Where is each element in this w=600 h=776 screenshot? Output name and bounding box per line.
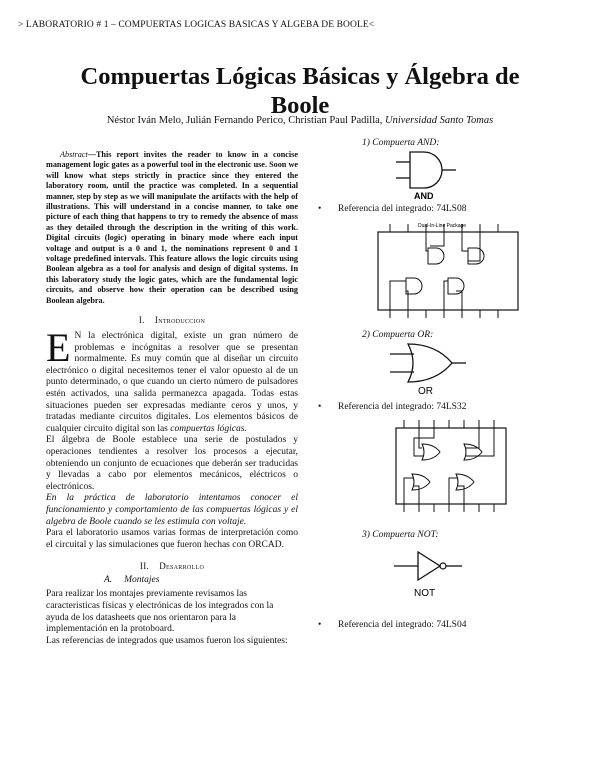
title-line-1: Compuertas Lógicas Básicas y Álgebra de [80, 63, 520, 90]
or-gate-symbol [318, 340, 568, 396]
bullet-dot: • [318, 204, 322, 214]
section-title: Introduccion [154, 315, 206, 326]
subsection-label: A. [104, 575, 113, 586]
title-line-2: Boole [270, 92, 330, 119]
chip-74ls32-diagram [318, 418, 568, 516]
intro-text-1: N la electrónica digital, existe un gran número de problemas e incógnitas a resolver que se presentan normalmente. Es muy común que al diseñar un circuito electrónico o digital necesitemos tener el valor opuesto al de un punto determinado, o que cuando un cierto número de pulsadores estén activados, una salida permanezca apagada. Todas estas situaciones pueden ser expresadas mediante ceros y unos, y tratadas mediante circuitos digitales. Los elementos básicos de cualquier circuito digital son las [46, 331, 298, 434]
or-gate-label: OR [418, 386, 433, 396]
section-heading-introduccion [46, 315, 298, 325]
figure-caption-not: 3) Compuerta NOT: [362, 530, 439, 540]
and-gate-symbol [318, 148, 568, 200]
authors: Néstor Iván Melo, Julián Fernando Perico, Christian Paul Padilla, [106, 115, 383, 126]
intro-paragraph-4: Para el laboratorio usamos varias formas de interpretación como el circuital y las simulaciones que fueron hechas con ORCAD. [46, 528, 298, 550]
montajes-paragraph-2: Las referencias de integrados que usamos fueron los siguientes: [46, 635, 288, 646]
left-column [46, 150, 298, 647]
chip-title: Dual-In-Line Package [418, 223, 467, 229]
subsection-title: Montajes [124, 575, 160, 586]
bullet-text: Referencia del integrado: 74LS08 [338, 204, 467, 214]
montajes-paragraph-1: Para realizar los montajes previamente revisamos las caracteristicas físicas y electrónicas de los integrados con la ayuda de los datasheets que nos orientaron para la implementación en la protoboard. [46, 589, 274, 635]
abstract-text: —This report invites the reader to know in a concise management logic gates as a powerful tool in the electronic use. Soon we will know what steps strictly in practice since they entered the laboratory room, until the practice was completed. In a sequential manner, step by step as we will manipulate the artifacts with the help of illustrations. This will understand in a concise manner, to take one picture of each thing that happens to try to remedy the absence of mass as they detailed through the description in the writing of this work. Digital circuits (logic) operating in binary mode where each input voltage and output is a 0 and 1, the nominations represent 0 and 1 voltage predefined intervals. This feature allows the logic circuits using Boolean algebra as a tool for analysis and design of digital systems. In this laboratory study the logic gates, which are the fundamental logic circuits, and observe how their operation can be described using Boolean algebra. [46, 150, 298, 305]
abstract-label: Abstract [60, 150, 88, 159]
subsection-heading-montajes [46, 575, 298, 585]
bullet-74ls08 [318, 204, 568, 214]
section-title: Desarrollo [159, 561, 205, 572]
section-heading-desarrollo [46, 561, 298, 571]
bullet-dot: • [318, 402, 322, 412]
figure-caption-and: 1) Compuerta AND: [362, 138, 440, 148]
bullet-dot: • [318, 620, 322, 630]
paper-title [40, 62, 560, 120]
drop-cap: E [46, 325, 71, 371]
abstract [46, 150, 298, 306]
running-header: > LABORATORIO # 1 – COMPUERTAS LOGICAS BASICAS Y ALGEBA DE BOOLE< [18, 20, 375, 30]
chip-74ls08-diagram [318, 218, 568, 322]
right-column [318, 138, 568, 630]
authors-line [60, 115, 540, 126]
intro-paragraph-1 [46, 325, 298, 435]
intro-text-1-italic: compuertas lógicas. [170, 423, 247, 434]
intro-paragraph-3: En la práctica de laboratorio intentamos conocer el funcionamiento y comportamiento de las compuertas lógicas y el algebra de Boole cuando se les estimula con voltaje. [46, 493, 298, 527]
intro-paragraph-2: El álgebra de Boole establece una serie de postulados y operaciones tendientes a resolver los procesos a ejecutar, obteniendo un conjunto de ecuaciones que deberán ser traducidas y llevadas a cabo por elementos mecánicos, eléctricos o electrónicos. [46, 435, 298, 492]
bullet-74ls04 [318, 620, 568, 630]
bullet-text: Referencia del integrado: 74LS04 [338, 620, 467, 630]
bullet-74ls32 [318, 402, 568, 412]
section-number: II. [139, 561, 150, 572]
section-number: I. [138, 315, 145, 326]
not-gate-symbol [318, 540, 568, 600]
and-gate-label: AND [414, 191, 434, 200]
affiliation: Universidad Santo Tomas [385, 115, 494, 126]
bullet-text: Referencia del integrado: 74LS32 [338, 402, 467, 412]
figure-caption-or: 2) Compuerta OR: [362, 330, 434, 340]
not-gate-label: NOT [414, 588, 436, 599]
